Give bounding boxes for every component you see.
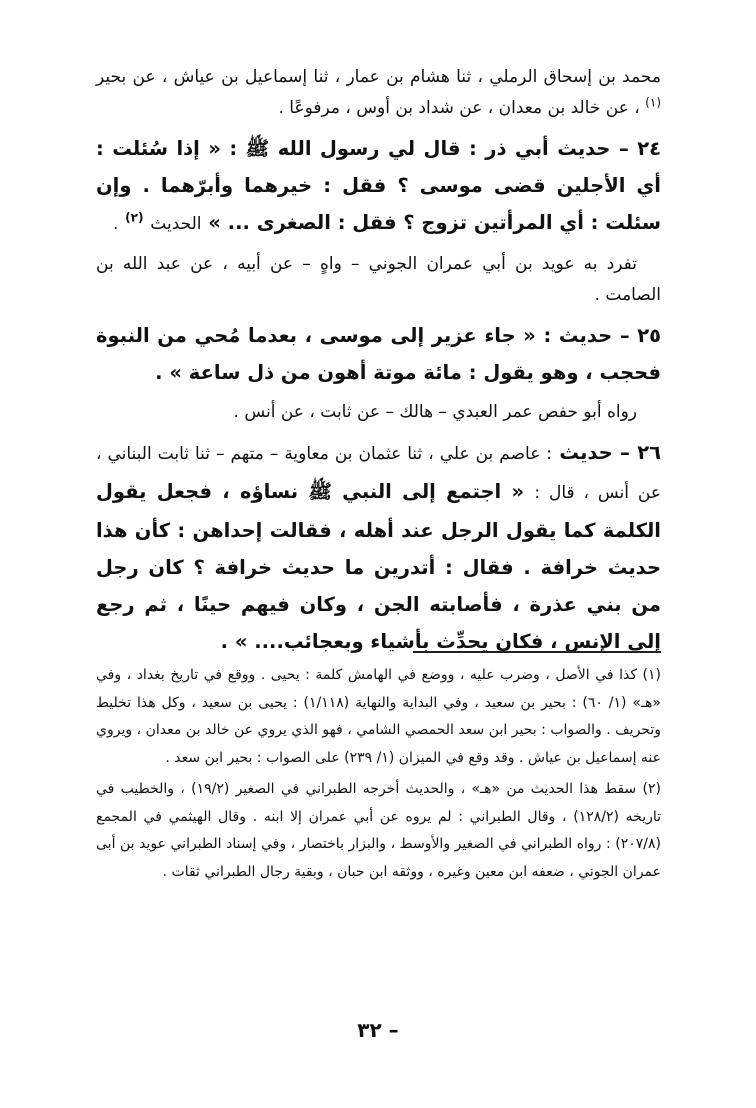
isnad-paragraph: [96, 62, 661, 124]
hadith-24-text: ٢٤ – حديث أبي ذر : قال لي رسول الله ﷺ : « إذا سُئلت : أي الأجلين قضى موسى ؟ فقل : خيرهما وأبرّهما . وإن سئلت : أي المرأتين تزوج ؟ فقل : الصغرى ... »: [96, 137, 661, 234]
footnote-2: (٢) سقط هذا الحديث من «هـ» ، والحديث أخرجه الطبراني في الصغير (١٩/٢) ، والخطيب في تاريخه (١٢٨/٢) ، وقال الطبراني : لم يروه عن أبي عمران إلا ابنه . وقال الهيثمي في المجمع (٢٠٧/٨) : رواه الطبراني في الصغير والأوسط ، والبزار باختصار ، وفي إسناد الطبراني عويد بن أبى عمران الجوني ، ضعفه ابن معين وغيره ، ووثقه ابن حبان ، وبقية رجال الطبراني ثقات .: [96, 781, 662, 880]
hadith-24-tail: الحديث: [150, 214, 202, 234]
footnotes: [96, 662, 661, 890]
isnad-text: محمد بن إسحاق الرملي ، ثنا هشام بن عمار ، ثنا إسماعيل بن عياش ، عن بحير: [96, 67, 661, 87]
hadith-24-end: .: [112, 214, 119, 234]
main-text: [96, 62, 661, 666]
hadith-26-lead: ٢٦ – حديث: [559, 441, 661, 464]
commentary-25: رواه أبو حفص عمر العبدي – هالك – عن ثابت ، عن أنس .: [233, 402, 637, 422]
hadith-26-isnad: : عاصم بن علي ، ثنا عثمان بن معاوية – متهم – ثنا ثابت البناني ، عن أنس ، قال :: [96, 444, 661, 503]
hadith-24: [96, 130, 661, 243]
isnad-text-end: ، عن خالد بن معدان ، عن شداد بن أوس ، مرفوعًا .: [278, 98, 640, 118]
footnote-ref-2: (٢): [125, 210, 144, 225]
footnote-1: (١) كذا في الأصل ، وضرب عليه ، ووضع في الهامش كلمة : يحيى . ووقع في تاريخ بغداد ، وفي «هـ» (١/ ٦٠) : بحير بن سعيد ، وفي البداية والنهاية (١/١١٨) : يحيى بن سعيد ، وكل هذا تخليط وتحريف . والصواب : بحير ابن سعد الحمصي الشامي ، فهو الذي يروي عن خالد بن معدان ، ويروي عنه إسماعيل بن عياش . وقد وقع في الميزان (١/ ٢٣٩) على الصواب : بحير ابن سعد .: [96, 667, 661, 766]
footnote-ref-1: (١): [645, 95, 661, 110]
commentary-24: تفرد به عويد بن أبي عمران الجوني – واهٍ – عن أبيه ، عن عبد الله بن الصامت .: [96, 254, 661, 305]
hadith-26: [96, 434, 661, 660]
footnote-divider: [413, 651, 661, 653]
hadith-25: ٢٥ – حديث : « جاء عزير إلى موسى ، بعدما مُحي من النبوة فحجب ، وهو يقول : مائة موتة أهون من ذل ساعة » .: [96, 324, 661, 384]
page-number: – ٣٢: [357, 1018, 399, 1042]
hadith-26-matn: « اجتمع إلى النبي ﷺ نساؤه ، فجعل يقول الكلمة كما يقول الرجل عند أهله ، فقالت إحداهن : كأن هذا حديث خرافة . فقال : أتدرين ما حديث خرافة ؟ كان رجل من بني عذرة ، فأصابته الجن ، وكان فيهم حينًا ، ثم رجع إلى الإنس ، فكان يحدِّث بأشياء وبعجائب.... » .: [96, 480, 661, 653]
